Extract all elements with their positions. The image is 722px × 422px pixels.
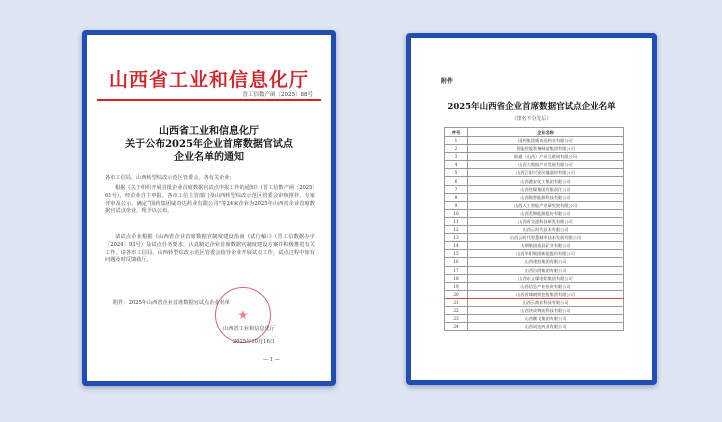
notice-document-page bbox=[87, 35, 331, 381]
row-number: 14 bbox=[445, 242, 468, 250]
row-enterprise-name: 山西同达药业有限公司 bbox=[468, 323, 624, 331]
row-number: 21 bbox=[445, 298, 468, 306]
notice-heading-line-2: 关于公布2025年企业首席数据官试点 bbox=[125, 139, 293, 150]
page-number: — 1 — bbox=[263, 357, 280, 363]
notice-attachment-line: 附件：2025年山西省企业首席数据官试点企业名单 bbox=[113, 300, 230, 306]
row-enterprise-name: 山西建投集团有限公司 bbox=[468, 258, 624, 266]
table-row bbox=[445, 298, 624, 306]
attachment-document-frame bbox=[406, 33, 657, 385]
row-enterprise-name: 山西云时代技术有限公司 bbox=[468, 226, 624, 234]
table-row bbox=[445, 315, 624, 323]
row-number: 23 bbox=[445, 315, 468, 323]
row-number: 3 bbox=[445, 153, 468, 161]
notice-document-frame bbox=[82, 30, 336, 386]
row-number: 1 bbox=[445, 137, 468, 145]
row-enterprise-name: 山西华阳集团新能股份有限公司 bbox=[468, 250, 624, 258]
table-row bbox=[445, 290, 624, 298]
row-enterprise-name: 国药集团威奇达药业有限公司 bbox=[468, 137, 624, 145]
row-enterprise-name: 联通（山西）产业互联网有限公司 bbox=[468, 153, 624, 161]
table-row bbox=[445, 137, 624, 145]
notice-paragraph-2: 请试点企业根据《山西省企业首席数据官制度建设指南（试行稿）》（晋工信数据办字〔2024〕93号）及试点任务要求，认真制定企业首席数据官制度建设方案并积极推进有关工作。请各市工信局、山西转型综改示范区管委会指导企业开展试点工作，试点过程中如有问题及时反馈我厅。 bbox=[105, 234, 315, 264]
row-enterprise-name: 山西美锦能源股份有限公司 bbox=[468, 209, 624, 217]
column-header-name: 企业名称 bbox=[468, 128, 624, 137]
table-row bbox=[445, 201, 624, 209]
notice-paragraph-1: 根据《关于组织开展首批企业首席数据官试点申报工作的通知》（晋工信数产函〔2025〕61号），经企业自主申报、各市工信主管部门及山西转型综改示范区管委会审核推荐、专家评审及公示，确定“国药集团威奇达药业有限公司”等24家企业为2025年山西省企业首席数据官试点企业，现予以公布。 bbox=[105, 185, 315, 215]
row-enterprise-name: 山西人工智能产业研究院有限公司 bbox=[468, 201, 624, 209]
table-row bbox=[445, 234, 624, 242]
table-row bbox=[445, 209, 624, 217]
row-enterprise-name: 山西江阳兴安民爆器材有限公司 bbox=[468, 169, 624, 177]
row-enterprise-name: 山西数智能源科技有限公司 bbox=[468, 193, 624, 201]
row-number: 13 bbox=[445, 234, 468, 242]
table-row bbox=[445, 177, 624, 185]
row-number: 12 bbox=[445, 226, 468, 234]
row-number: 2 bbox=[445, 145, 468, 153]
row-number: 7 bbox=[445, 185, 468, 193]
notice-heading-line-1: 山西省工业和信息化厅 bbox=[159, 126, 259, 137]
row-enterprise-name: 山西云时代智慧城市技术发展有限公司 bbox=[468, 234, 624, 242]
row-number: 6 bbox=[445, 177, 468, 185]
enterprise-list-table bbox=[444, 127, 624, 331]
column-header-number: 序号 bbox=[445, 128, 468, 137]
list-subtitle: （排名不分先后） bbox=[511, 116, 552, 122]
row-enterprise-name: 山西潞安化工集团有限公司 bbox=[468, 177, 624, 185]
row-number: 22 bbox=[445, 306, 468, 314]
notice-salutation: 各市工信局，山西转型综改示范区管委会，各有关企业： bbox=[105, 175, 235, 181]
row-enterprise-name: 山西信息产业投资有限公司 bbox=[468, 282, 624, 290]
row-enterprise-name: 山西鹏飞集团有限公司 bbox=[468, 315, 624, 323]
table-row bbox=[445, 185, 624, 193]
row-enterprise-name: 山西焦煤集团有限责任公司 bbox=[468, 185, 624, 193]
row-enterprise-name: 山西汾酒集团有限公司 bbox=[468, 266, 624, 274]
table-row bbox=[445, 242, 624, 250]
row-number: 19 bbox=[445, 282, 468, 290]
row-number: 11 bbox=[445, 217, 468, 225]
row-number: 24 bbox=[445, 323, 468, 331]
row-enterprise-name: 山西快成物流科技有限公司 bbox=[468, 306, 624, 314]
official-seal bbox=[215, 287, 271, 343]
department-red-header: 山西省工业和信息化厅 bbox=[108, 69, 309, 91]
table-header-row bbox=[445, 128, 624, 137]
row-enterprise-name: 山西东义煤电铝集团有限公司 bbox=[468, 274, 624, 282]
table-row bbox=[445, 274, 624, 282]
red-divider-line bbox=[97, 99, 321, 101]
row-enterprise-name: 山西晋城钢铁控股集团有限公司 bbox=[468, 290, 624, 298]
table-row bbox=[445, 169, 624, 177]
table-row bbox=[445, 153, 624, 161]
list-title: 2025年山西省企业首席数据官试点企业名单 bbox=[447, 102, 616, 112]
signature-organization: 山西省工业和信息化厅 bbox=[223, 326, 275, 332]
row-number: 5 bbox=[445, 169, 468, 177]
table-row bbox=[445, 217, 624, 225]
row-number: 9 bbox=[445, 201, 468, 209]
row-enterprise-name: 山西大数据产业发展有限公司 bbox=[468, 161, 624, 169]
row-enterprise-name: 山西省交通科技研发有限公司 bbox=[468, 217, 624, 225]
table-row bbox=[445, 266, 624, 274]
row-number: 17 bbox=[445, 266, 468, 274]
table-row bbox=[445, 282, 624, 290]
row-number: 18 bbox=[445, 274, 468, 282]
table-row bbox=[445, 161, 624, 169]
row-enterprise-name: 山西云商业科技有限公司 bbox=[468, 298, 624, 306]
row-number: 20 bbox=[445, 290, 468, 298]
row-enterprise-name: 太钢集团岚县矿业有限公司 bbox=[468, 242, 624, 250]
row-number: 10 bbox=[445, 209, 468, 217]
table-row bbox=[445, 323, 624, 331]
table-row bbox=[445, 193, 624, 201]
table-row bbox=[445, 226, 624, 234]
attachment-label: 附件 bbox=[441, 78, 454, 85]
table-row bbox=[445, 306, 624, 314]
row-number: 15 bbox=[445, 250, 468, 258]
table-row bbox=[445, 250, 624, 258]
table-row bbox=[445, 258, 624, 266]
row-number: 16 bbox=[445, 258, 468, 266]
row-enterprise-name: 晋能控股装备制造集团有限公司 bbox=[468, 145, 624, 153]
notice-heading-line-3: 企业名单的通知 bbox=[174, 152, 244, 163]
row-number: 8 bbox=[445, 193, 468, 201]
attachment-document-page bbox=[411, 38, 652, 380]
row-number: 4 bbox=[445, 161, 468, 169]
signature-date: 2025年10月16日 bbox=[233, 339, 275, 345]
document-number: 晋工信数产函〔2025〕88号 bbox=[242, 92, 313, 98]
table-row bbox=[445, 145, 624, 153]
